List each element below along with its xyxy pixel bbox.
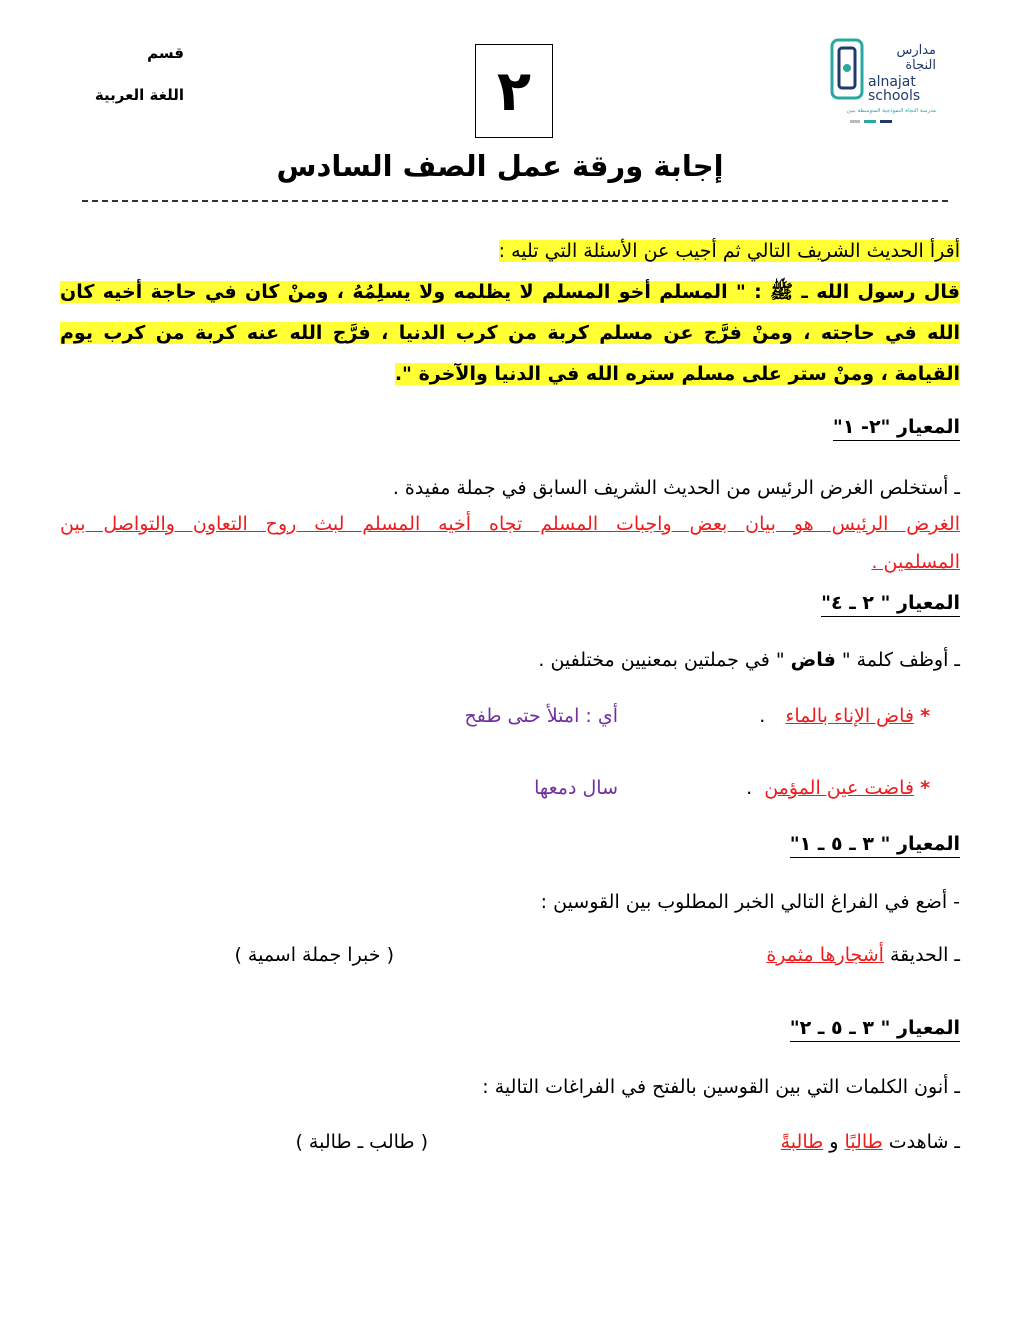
standard-label-3: المعيار " ٣ ـ ٥ ـ ١" <box>790 833 960 858</box>
standard-label-4: المعيار " ٣ ـ ٥ ـ ٢" <box>790 1017 960 1042</box>
sentence-1-dot: . <box>759 705 766 727</box>
hadith-line-3 <box>60 359 960 389</box>
sentence-1 <box>759 702 930 730</box>
sentence-2-dot: . <box>746 777 753 799</box>
page-title: إجابة ورقة عمل الصف السادس <box>276 149 724 183</box>
hadith-line-1 <box>60 277 960 307</box>
standard-label-2: المعيار " ٢ ـ ٤" <box>821 592 960 617</box>
instruction-text: أقرأ الحديث الشريف التالي ثم أجيب عن الأسئلة التي تليه : <box>498 240 960 262</box>
question-2-word: فاض <box>790 649 836 671</box>
school-logo <box>828 36 940 128</box>
item-4-pre: ـ شاهدت <box>888 1131 960 1153</box>
sentence-2 <box>746 774 930 802</box>
instruction-line <box>60 236 960 266</box>
worksheet-number-box <box>475 44 553 138</box>
hadith-text-1: قال رسول الله ـ ﷺ : " المسلم أخو المسلم لا يظلمه ولا يسلِمُهُ ، ومنْ كان في حاجة أخيه كان <box>60 281 960 303</box>
item-4-answer-2: طالبةً <box>780 1131 824 1153</box>
logo-en-line-1: alnajat <box>868 74 916 90</box>
answer-1-line-2: المسلمين . <box>871 551 960 573</box>
hadith-line-2 <box>60 318 960 348</box>
item-3-hint: ( خبرا جملة اسمية ) <box>234 944 394 966</box>
question-2-post: " في جملتين بمعنيين مختلفين . <box>538 649 791 671</box>
question-2-pre: ـ أوظف كلمة " <box>835 649 960 671</box>
question-2 <box>60 646 960 674</box>
item-4-answer-1: طالبًا <box>844 1131 883 1153</box>
sentence-2-star: * <box>920 777 930 799</box>
item-4-hint: ( طالب ـ طالبة ) <box>295 1131 428 1153</box>
worksheet-number: ٢ <box>496 58 532 124</box>
logo-ar-line-2: النجاة <box>905 58 936 73</box>
dashed-divider <box>82 200 948 202</box>
logo-ar-line-1: مدارس <box>896 43 936 58</box>
item-3 <box>766 941 960 969</box>
hadith-text-3: القيامة ، ومنْ ستر على مسلم ستره الله في الدنيا والآخرة ". <box>394 363 960 385</box>
sentence-2-answer: فاضت عين المؤمن <box>764 777 915 799</box>
logo-subtitle: مدرسة النجاة النموذجية المتوسطة بنين <box>846 108 936 114</box>
department-line-1: قسم <box>147 44 184 62</box>
hadith-text-2: الله في حاجته ، ومنْ فرَّج عن مسلم كربة من كرب الدنيا ، فرَّج الله عنه كربة من كرب يوم <box>60 322 960 344</box>
item-4-and: و <box>829 1131 839 1153</box>
question-1: ـ أستخلص الغرض الرئيس من الحديث الشريف السابق في جملة مفيدة . <box>392 477 960 499</box>
question-3: - أضع في الفراغ التالي الخبر المطلوب بين القوسين : <box>540 891 960 913</box>
department-label <box>60 42 184 106</box>
sentence-2-meaning: سال دمعها <box>534 777 618 799</box>
item-4 <box>781 1128 960 1156</box>
sentence-1-answer: فاض الإناء بالماء <box>785 705 915 727</box>
standard-heading-1 <box>833 415 960 439</box>
standard-heading-3 <box>790 832 960 856</box>
item-3-answer: أشجارها مثمرة <box>766 944 884 966</box>
question-4: ـ أنون الكلمات التي بين القوسين بالفتح في الفراغات التالية : <box>482 1076 960 1098</box>
answer-1-line-1: الغرض الرئيس هو بيان بعض واجبات المسلم تجاه أخيه المسلم لبث روح التعاون والتواصل بين <box>60 513 960 535</box>
item-3-pre: ـ الحديقة <box>890 944 960 966</box>
sentence-1-star: * <box>920 705 930 727</box>
logo-emblem-icon <box>828 36 940 128</box>
standard-heading-4 <box>790 1016 960 1040</box>
logo-en-line-2: schools <box>868 88 921 104</box>
standard-label-1: المعيار "٢- ١" <box>833 416 960 441</box>
department-line-2: اللغة العربية <box>94 86 184 104</box>
sentence-1-meaning: أي : امتلأ حتى طفح <box>464 705 618 727</box>
standard-heading-2 <box>821 591 960 615</box>
